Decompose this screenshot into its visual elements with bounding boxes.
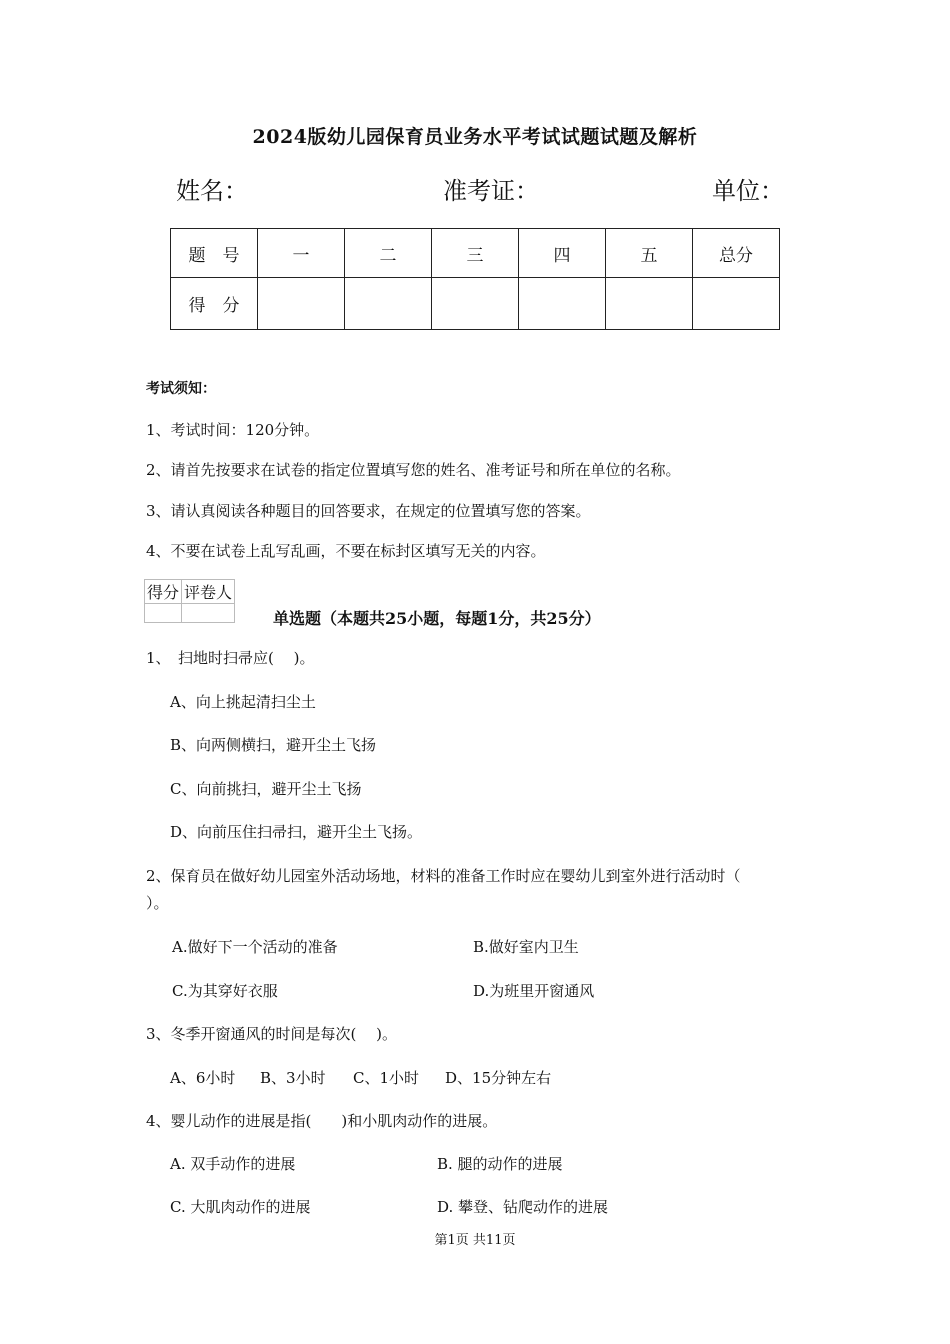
score-cell[interactable] bbox=[693, 278, 780, 330]
question-stem: 2、保育员在做好幼儿园室外活动场地，材料的准备工作时应在婴幼儿到室外进行活动时（ bbox=[146, 867, 741, 885]
score-row-label: 得 分 bbox=[171, 278, 258, 330]
option-c: C. 大肌肉动作的进展 bbox=[170, 1198, 311, 1216]
option-b: B.做好室内卫生 bbox=[473, 938, 579, 956]
option-b: B、3小时 bbox=[260, 1069, 326, 1087]
score-table-header-cell: 题 号 bbox=[171, 229, 258, 278]
score-table bbox=[170, 228, 780, 330]
name-label: 姓名： bbox=[176, 177, 248, 205]
option-a: A、6小时 bbox=[170, 1069, 236, 1087]
option-d: D、15分钟左右 bbox=[445, 1069, 552, 1087]
option-a: A. 双手动作的进展 bbox=[170, 1155, 296, 1173]
score-cell[interactable] bbox=[432, 278, 519, 330]
option-a: A.做好下一个活动的准备 bbox=[172, 938, 338, 956]
option-a: A、向上挑起清扫尘土 bbox=[170, 693, 316, 711]
score-table-header-row bbox=[171, 229, 780, 278]
option-d: D.为班里开窗通风 bbox=[473, 982, 595, 1000]
option-c: C、向前挑扫，避开尘土飞扬 bbox=[170, 780, 362, 798]
option-c: C、1小时 bbox=[353, 1069, 420, 1087]
grader-box-score-label: 得分 bbox=[145, 580, 182, 604]
section-heading: 单选题（本题共25小题，每题1分，共25分） bbox=[273, 609, 601, 628]
score-cell[interactable] bbox=[345, 278, 432, 330]
question-stem: 4、婴儿动作的进展是指( )和小肌肉动作的进展。 bbox=[146, 1112, 498, 1130]
option-c: C.为其穿好衣服 bbox=[172, 982, 278, 1000]
grader-box-grader-label: 评卷人 bbox=[182, 580, 235, 604]
score-table-header-cell: 二 bbox=[345, 229, 432, 278]
page-title: 2024版幼儿园保育员业务水平考试试题试题及解析 bbox=[252, 126, 698, 148]
score-cell[interactable] bbox=[519, 278, 606, 330]
score-cell[interactable] bbox=[606, 278, 693, 330]
notice-item: 3、请认真阅读各种题目的回答要求，在规定的位置填写您的答案。 bbox=[146, 502, 591, 520]
score-table-header-cell: 总分 bbox=[693, 229, 780, 278]
score-table-header-cell: 一 bbox=[258, 229, 345, 278]
option-d: D、向前压住扫帚扫，避开尘土飞扬。 bbox=[170, 823, 423, 841]
score-cell[interactable] bbox=[258, 278, 345, 330]
question-stem-continuation: ）。 bbox=[146, 894, 169, 912]
score-table-header-cell: 四 bbox=[519, 229, 606, 278]
score-table-header-cell: 三 bbox=[432, 229, 519, 278]
notice-item: 1、考试时间：120分钟。 bbox=[146, 421, 320, 439]
question-stem: 3、冬季开窗通风的时间是每次( )。 bbox=[146, 1025, 398, 1043]
page-footer: 第1页 共11页 bbox=[434, 1233, 516, 1248]
notice-item: 2、请首先按要求在试卷的指定位置填写您的姓名、准考证号和所在单位的名称。 bbox=[146, 461, 681, 479]
notice-heading: 考试须知： bbox=[146, 381, 216, 397]
notice-item: 4、不要在试卷上乱写乱画，不要在标封区填写无关的内容。 bbox=[146, 542, 546, 560]
grader-box-score-cell[interactable] bbox=[145, 604, 182, 623]
option-b: B、向两侧横扫，避开尘土飞扬 bbox=[170, 736, 377, 754]
exam-id-label: 准考证： bbox=[443, 177, 539, 205]
score-table-score-row bbox=[171, 278, 780, 330]
grader-box bbox=[144, 579, 235, 623]
option-d: D. 攀登、钻爬动作的进展 bbox=[437, 1198, 609, 1216]
score-table-header-cell: 五 bbox=[606, 229, 693, 278]
grader-box-grader-cell[interactable] bbox=[182, 604, 235, 623]
question-stem: 1、 扫地时扫帚应( )。 bbox=[146, 649, 315, 667]
option-b: B. 腿的动作的进展 bbox=[437, 1155, 563, 1173]
unit-label: 单位： bbox=[712, 177, 784, 205]
